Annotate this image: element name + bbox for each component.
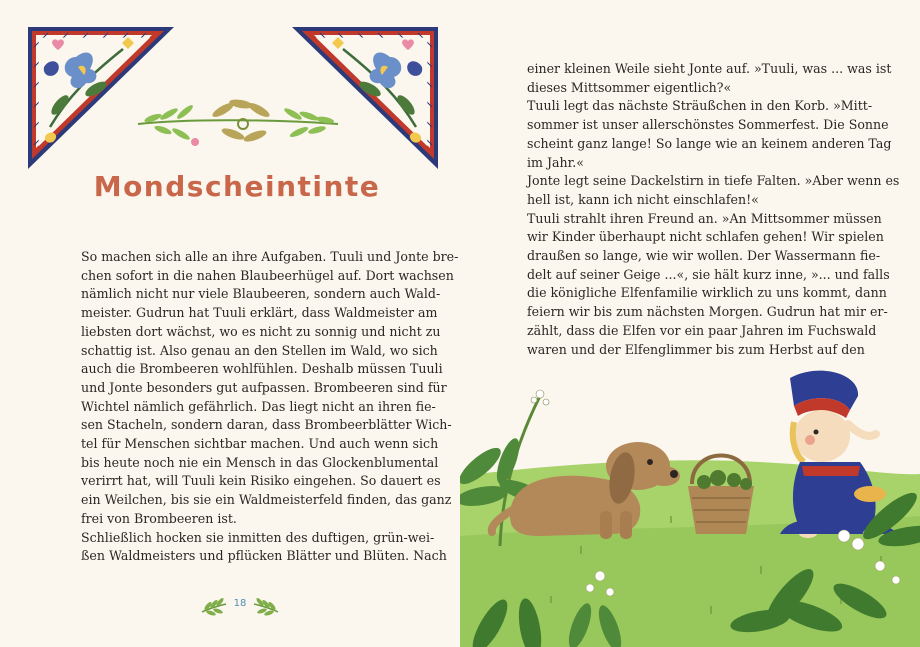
text-line: hell ist, kann ich nicht einschlafen!« — [527, 191, 759, 207]
text-line: delt auf seiner Geige ...«, sie hält kurz inne, »... und falls — [527, 266, 890, 282]
text-line: Tuuli strahlt ihren Freund an. »An Mittsommer müssen — [527, 210, 882, 226]
illustration — [460, 366, 920, 647]
text-line: dieses Mittsommer eigentlich?« — [527, 79, 732, 95]
text-line: meister. Gudrun hat Tuuli erklärt, dass Waldmeister am — [81, 305, 438, 321]
text-line: Wichtel nämlich gefährlich. Das liegt nicht an ihren fie- — [81, 398, 436, 414]
text-line: feiern wir bis zum nächsten Morgen. Gudrun hat mir er- — [527, 304, 888, 320]
text-line: Tuuli legt das nächste Sträußchen in den Korb. »Mitt- — [527, 98, 873, 114]
text-line: So machen sich alle an ihre Aufgaben. Tuuli und Jonte bre- — [81, 249, 459, 264]
leaf-sprig-icon — [252, 596, 280, 616]
text-line: verirrt hat, will Tuuli kein Risiko eingehen. So dauert es — [81, 473, 441, 489]
text-line: waren und der Elfenglimmer bis zum Herbst auf den — [527, 341, 865, 357]
text-line: chen sofort in die nahen Blaubeerhügel auf. Dort wachsen — [81, 267, 454, 283]
text-line: frei von Brombeeren ist. — [81, 510, 237, 526]
leaf-sprig-icon — [200, 596, 228, 616]
text-line: wir Kinder überhaupt nicht schlafen gehen! Wir spielen — [527, 229, 884, 245]
text-line: draußen so lange, wie wir wollen. Der Wassermann fie- — [527, 248, 881, 264]
left-body-text — [81, 248, 459, 566]
text-line: ßen Waldmeisters und pflücken Blätter und Blüten. Nach — [81, 548, 447, 564]
text-line: nämlich nicht nur viele Blaubeeren, sondern auch Wald- — [81, 286, 441, 302]
text-line: liebsten dort wächst, wo es nicht zu sonnig und nicht zu — [81, 323, 441, 339]
text-line: sen Stacheln, sondern daran, dass Brombeerblätter Wich- — [81, 417, 452, 433]
text-line: Schließlich hocken sie inmitten des duftigen, grün-wei- — [81, 529, 435, 545]
page-footer — [200, 596, 280, 618]
text-line: Jonte legt seine Dackelstirn in tiefe Falten. »Aber wenn es — [527, 173, 900, 189]
sprig-ornament — [133, 90, 343, 152]
right-body-text — [527, 60, 900, 359]
text-line: schattig ist. Also genau an den Stellen im Wald, wo sich — [81, 342, 438, 358]
page-number: 18 — [233, 598, 247, 609]
text-line: bis heute noch nie ein Mensch in das Glockenblumental — [81, 454, 439, 470]
text-line: zählt, dass die Elfen vor ein paar Jahren im Fuchswald — [527, 322, 877, 338]
text-line: im Jahr.« — [527, 154, 584, 170]
text-line: und Jonte besonders gut aufpassen. Brombeeren sind für — [81, 379, 447, 395]
chapter-title: Mondscheintinte — [93, 170, 381, 203]
text-line: tel für Menschen sichtbar machen. Und auch wenn sich — [81, 436, 439, 452]
text-line: sommer ist unser allerschönstes Sommerfest. Die Sonne — [527, 117, 889, 133]
text-line: auch die Brombeeren wohlfühlen. Deshalb müssen Tuuli — [81, 361, 443, 377]
text-line: die königliche Elfenfamilie wirklich zu uns kommt, dann — [527, 285, 887, 301]
text-line: ein Weilchen, bis sie ein Waldmeisterfeld finden, das ganz — [81, 492, 452, 508]
text-line: scheint ganz lange! So lange wie an keinem anderen Tag — [527, 135, 892, 151]
text-line: einer kleinen Weile sieht Jonte auf. »Tuuli, was ... was ist — [527, 61, 892, 76]
